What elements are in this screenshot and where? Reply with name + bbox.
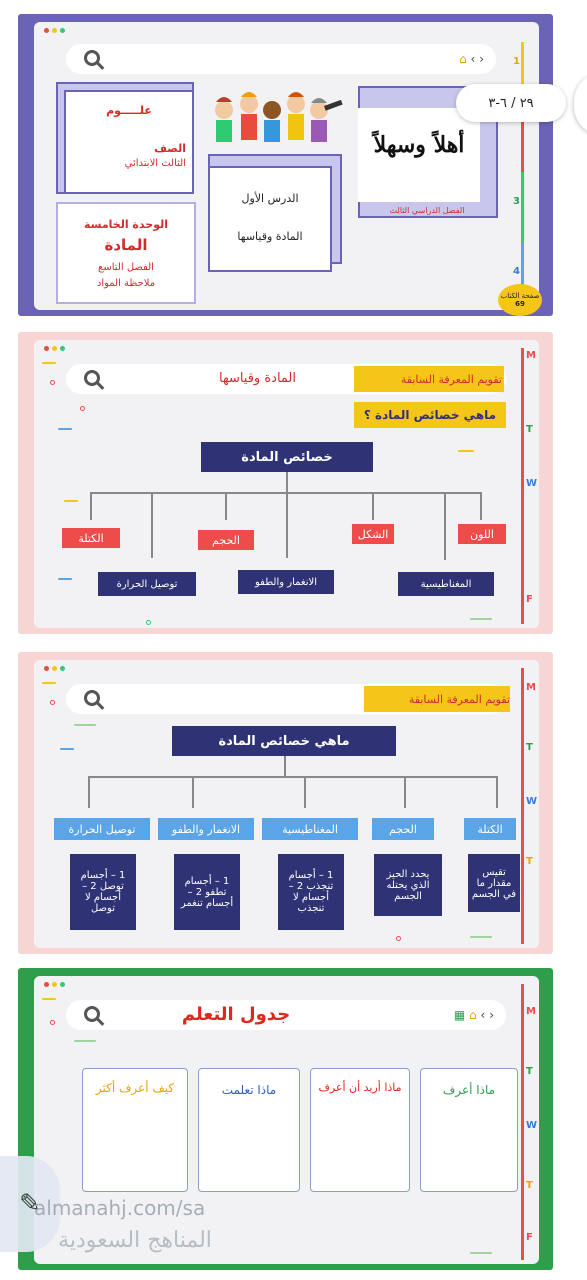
decoration bbox=[42, 682, 56, 684]
semester-label: الفصل الدراسي الثالث bbox=[389, 206, 465, 215]
decoration bbox=[80, 406, 85, 411]
unit-value: المادة bbox=[104, 236, 148, 254]
timeline-bar bbox=[521, 348, 524, 624]
side-letter-m: M bbox=[526, 682, 536, 693]
side-letter-m: M bbox=[526, 1006, 536, 1017]
slide-1-canvas bbox=[34, 22, 539, 310]
tree-connector bbox=[88, 776, 498, 778]
slide-2 bbox=[18, 332, 553, 634]
definition-heat-conduction: 1 – أجسام توصل 2 – أجسام لا توصل bbox=[70, 854, 136, 930]
search-bar[interactable] bbox=[66, 1000, 506, 1030]
chevron-right-icon[interactable]: › bbox=[489, 1008, 494, 1022]
unit-topic: ملاحظة المواد bbox=[96, 278, 156, 289]
chevron-right-icon[interactable]: › bbox=[479, 52, 484, 66]
column-learn-more bbox=[82, 1068, 188, 1192]
column-learned bbox=[198, 1068, 300, 1192]
tree-connector bbox=[88, 776, 90, 808]
side-number-1: 1 bbox=[513, 56, 520, 67]
property-magnetism: المغناطيسية bbox=[398, 572, 494, 596]
tree-connector bbox=[90, 492, 92, 520]
class-label: الصف bbox=[154, 142, 186, 155]
decoration bbox=[470, 936, 492, 938]
column-learned-label: ماذا تعلمت bbox=[221, 1083, 277, 1097]
property-shape: الشكل bbox=[352, 524, 394, 544]
decoration bbox=[60, 748, 74, 750]
window-dots bbox=[44, 28, 65, 33]
tree-connector bbox=[480, 492, 482, 520]
decoration bbox=[58, 428, 72, 430]
decoration bbox=[146, 620, 151, 625]
side-letter-f: F bbox=[526, 1232, 533, 1243]
decoration bbox=[74, 724, 96, 726]
tree-connector bbox=[151, 492, 153, 558]
side-number-4: 4 bbox=[513, 266, 520, 277]
chevron-left-icon[interactable]: ‹ bbox=[480, 1008, 486, 1022]
timeline-bar bbox=[521, 984, 524, 1260]
prior-knowledge-tag: تقويم المعرفة السابقة bbox=[364, 686, 510, 712]
property-sink-float: الانغمار والطفو bbox=[238, 570, 334, 594]
decoration bbox=[470, 1252, 492, 1254]
search-icon[interactable] bbox=[84, 50, 100, 66]
nav-icons[interactable] bbox=[454, 1008, 494, 1022]
page-badge-label: صفحة الكتاب bbox=[500, 292, 540, 300]
decoration bbox=[470, 618, 492, 620]
search-bar[interactable] bbox=[66, 44, 496, 74]
lesson-label: الدرس الأول bbox=[241, 192, 299, 205]
decoration bbox=[458, 450, 474, 452]
page-badge bbox=[498, 284, 542, 316]
side-letter-t: T bbox=[526, 742, 533, 753]
unit-chapter: الفصل التاسع bbox=[98, 262, 154, 273]
home-icon[interactable]: ⌂ bbox=[459, 52, 467, 66]
side-letter-f: F bbox=[526, 594, 533, 605]
slide-4 bbox=[18, 968, 553, 1270]
side-letter-t: T bbox=[526, 1066, 533, 1077]
tree-connector bbox=[372, 492, 374, 520]
class-value: الثالث الابتدائي bbox=[124, 158, 186, 169]
side-number-3: 3 bbox=[513, 196, 520, 207]
slide-3 bbox=[18, 652, 553, 954]
properties-root: ماهي خصائص المادة bbox=[172, 726, 396, 756]
learning-table-title: جدول التعلم bbox=[181, 1004, 291, 1025]
subject-label: علـــــوم bbox=[72, 104, 186, 122]
date-badge-shadow bbox=[574, 72, 587, 136]
date-badge: ٢٩ / ٦-٣ bbox=[456, 84, 566, 122]
decoration bbox=[50, 1020, 55, 1025]
property-volume: الحجم bbox=[198, 530, 254, 550]
window-dots bbox=[44, 346, 65, 351]
decoration bbox=[58, 578, 72, 580]
side-letter-m: M bbox=[526, 350, 536, 361]
side-letter-t: T bbox=[526, 424, 533, 435]
nav-icons[interactable] bbox=[459, 52, 484, 66]
decoration bbox=[50, 380, 55, 385]
properties-root: خصائص المادة bbox=[201, 442, 373, 472]
column-know-label: ماذا أعرف bbox=[442, 1083, 496, 1097]
window-dots bbox=[44, 982, 65, 987]
tree-connector bbox=[286, 492, 288, 558]
slide-1 bbox=[18, 14, 553, 316]
pencil-icon[interactable]: ✎ bbox=[19, 1189, 41, 1219]
children-illustration bbox=[204, 82, 344, 152]
category-volume: الحجم bbox=[372, 818, 434, 840]
side-letter-w: W bbox=[526, 1120, 538, 1131]
tree-connector bbox=[444, 492, 446, 560]
window-dots bbox=[44, 666, 65, 671]
slide-4-canvas bbox=[34, 976, 539, 1264]
column-learn-more-label: كيف أعرف أكثر bbox=[95, 1081, 175, 1095]
lesson-card bbox=[208, 166, 332, 272]
home-icon[interactable]: ⌂ bbox=[469, 1008, 477, 1022]
category-mass: الكتلة bbox=[464, 818, 516, 840]
calendar-icon[interactable]: ▦ bbox=[453, 1008, 466, 1022]
search-icon[interactable] bbox=[84, 690, 100, 706]
column-want-to-know bbox=[310, 1068, 410, 1192]
prior-knowledge-tag: تقويم المعرفة السابقة bbox=[354, 366, 504, 392]
definition-sink-float: 1 – أجسام تطفو 2 – أجسام تنغمر bbox=[174, 854, 240, 930]
tree-connector bbox=[284, 756, 286, 776]
side-letter-t2: T bbox=[526, 856, 533, 867]
question-banner: ماهي خصائص المادة ؟ bbox=[354, 402, 506, 428]
definition-volume: يحدد الحيز الذي يحتله الجسم bbox=[374, 854, 442, 916]
tree-connector bbox=[304, 776, 306, 808]
decoration bbox=[42, 362, 56, 364]
unit-label: الوحدة الخامسة bbox=[83, 218, 169, 231]
watermark-name: المناهج السعودية bbox=[58, 1228, 212, 1253]
slide-2-canvas bbox=[34, 340, 539, 628]
decoration bbox=[42, 998, 56, 1000]
welcome-text: أهلاً وسهلاً bbox=[373, 132, 465, 158]
search-icon[interactable] bbox=[84, 1006, 100, 1022]
decoration bbox=[50, 700, 55, 705]
timeline-bar bbox=[521, 172, 524, 242]
tree-connector bbox=[192, 776, 194, 808]
decoration bbox=[64, 500, 78, 502]
tree-connector bbox=[286, 472, 288, 492]
slide-3-canvas bbox=[34, 660, 539, 948]
watermark-url: almanahj.com/sa bbox=[34, 1196, 206, 1220]
column-want-to-know-label: ماذا أريد أن أعرف bbox=[318, 1081, 402, 1094]
category-magnetism: المغناطيسية bbox=[262, 818, 358, 840]
search-text: المادة وقياسها bbox=[218, 371, 296, 386]
property-color: اللون bbox=[458, 524, 506, 544]
lesson-value: المادة وقياسها bbox=[237, 230, 303, 243]
page-badge-number: 69 bbox=[515, 300, 525, 308]
column-know bbox=[420, 1068, 518, 1192]
chevron-left-icon[interactable]: ‹ bbox=[470, 52, 476, 66]
side-letter-w: W bbox=[526, 796, 538, 807]
tree-connector bbox=[225, 492, 227, 520]
category-sink-float: الانغمار والطفو bbox=[158, 818, 254, 840]
decoration bbox=[74, 1040, 96, 1042]
side-letter-t2: T bbox=[526, 1180, 533, 1191]
tree-connector bbox=[496, 776, 498, 808]
decoration bbox=[396, 936, 401, 941]
tree-connector bbox=[404, 776, 406, 808]
definition-mass: تقيس مقدار ما في الجسم bbox=[468, 854, 520, 912]
property-mass: الكتلة bbox=[62, 528, 120, 548]
search-icon[interactable] bbox=[84, 370, 100, 386]
timeline-bar bbox=[521, 668, 524, 944]
category-heat-conduction: توصيل الحرارة bbox=[54, 818, 150, 840]
property-heat-conduction: توصيل الحرارة bbox=[98, 572, 196, 596]
definition-magnetism: 1 – أجسام تنجذب 2 – أجسام لا تنجذب bbox=[278, 854, 344, 930]
side-letter-w: W bbox=[526, 478, 538, 489]
